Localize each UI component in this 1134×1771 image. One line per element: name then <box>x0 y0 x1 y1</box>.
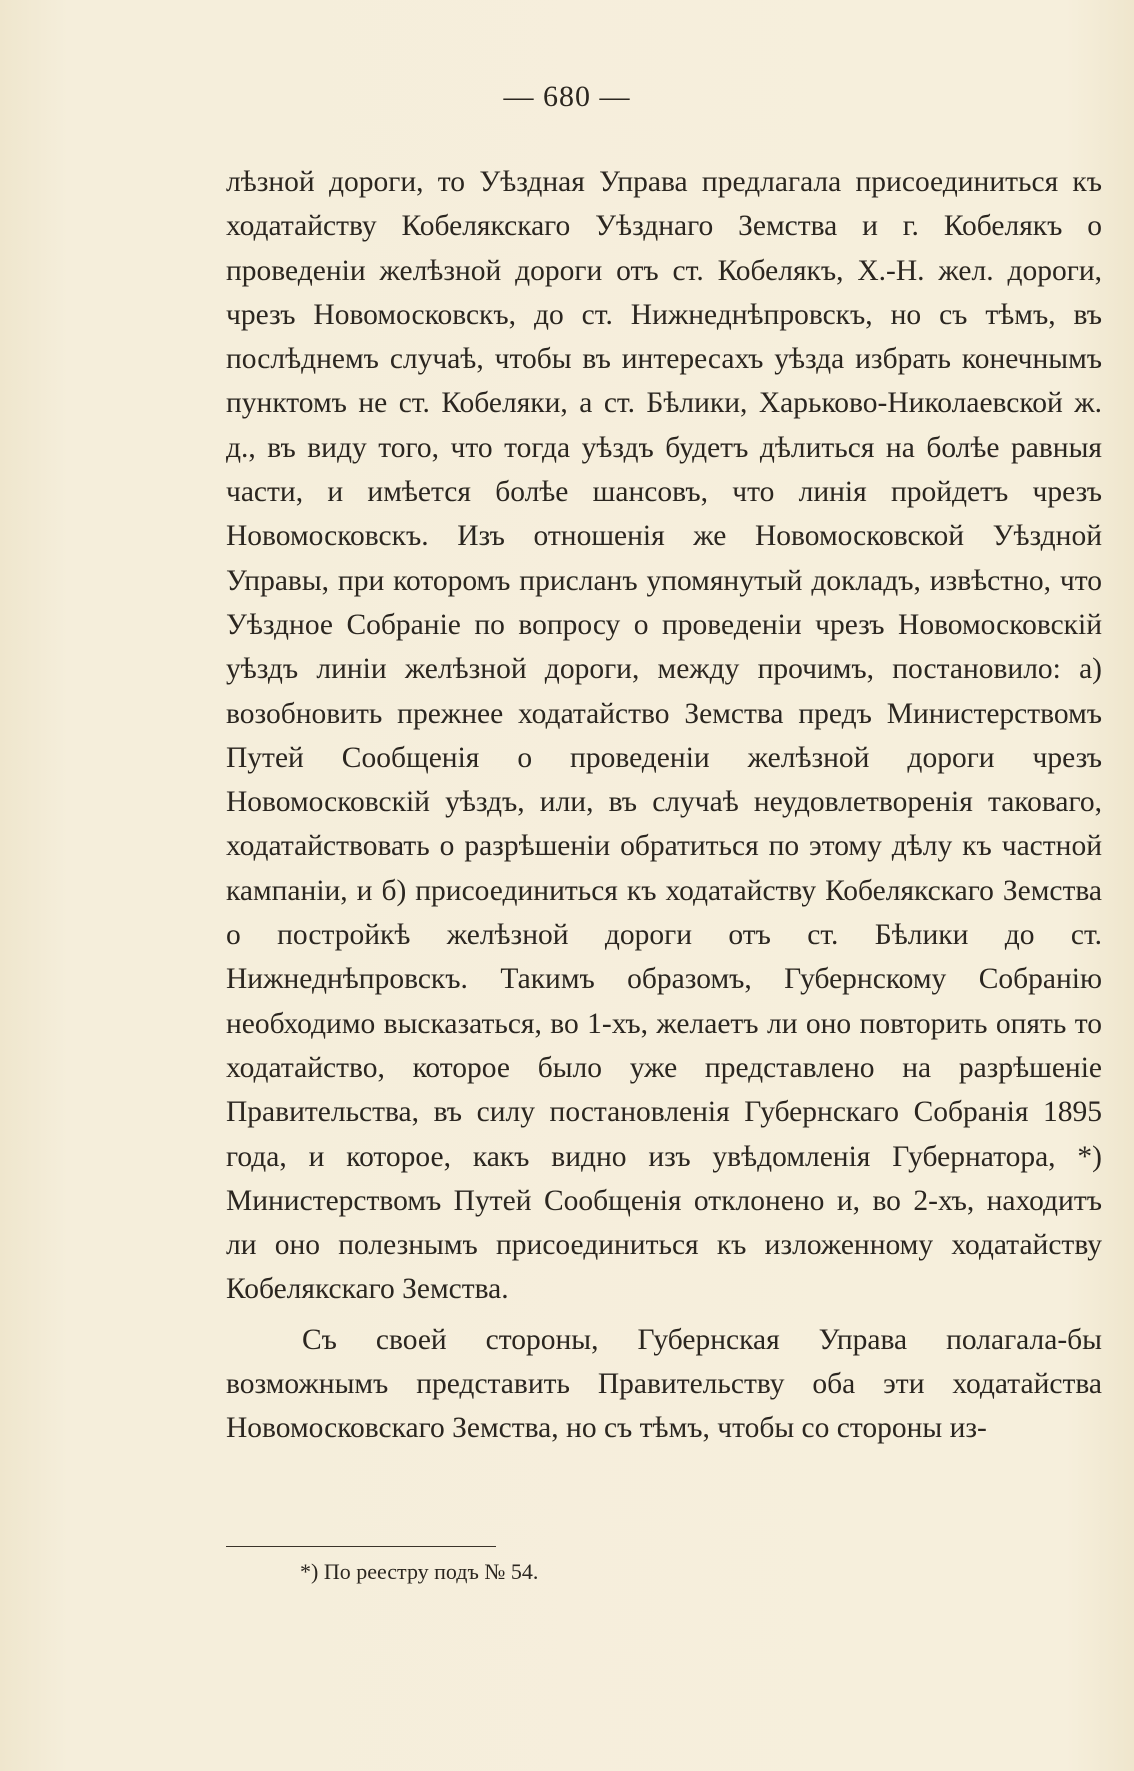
body-text <box>226 160 1102 1451</box>
paragraph-1: лѣзной дороги, то Уѣздная Управа предлагала присоединиться къ ходатайству Кобелякскаго Уѣзднаго Земства и г. Кобелякъ о проведенiи желѣзной дороги отъ ст. Кобелякъ, Х.-Н. жел. дороги, чрезъ Новомосковскъ, до ст. Нижнеднѣпровскъ, но съ тѣмъ, въ послѣднемъ случаѣ, чтобы въ интересахъ уѣзда избрать конечнымъ пунктомъ не ст. Кобеляки, а ст. Бѣлики, Харьково-Николаевской ж. д., въ виду того, что тогда уѣздъ будетъ дѣлиться на болѣе равныя части, и имѣется болѣе шансовъ, что линiя пройдетъ чрезъ Новомосковскъ. Изъ отношенiя же Новомосковской Уѣздной Управы, при которомъ присланъ упомянутый докладъ, извѣстно, что Уѣздное Собранiе по вопросу о проведенiи чрезъ Новомосковскiй уѣздъ линiи желѣзной дороги, между прочимъ, постановило: а) возобновить прежнее ходатайство Земства предъ Министерствомъ Путей Сообщенiя о проведенiи желѣзной дороги чрезъ Новомосковскiй уѣздъ, или, въ случаѣ неудовлетворенiя таковаго, ходатайствовать о разрѣшенiи обратиться по этому дѣлу къ частной кампанiи, и б) присоединиться къ ходатайству Кобелякскаго Земства о постройкѣ желѣзной дороги отъ ст. Бѣлики до ст. Нижнеднѣпровскъ. Такимъ образомъ, Губернскому Собранiю необходимо высказаться, во 1-хъ, желаетъ ли оно повторить опять то ходатайство, которое было уже представлено на разрѣшенiе Правительства, въ силу постановленiя Губернскаго Собранiя 1895 года, и которое, какъ видно изъ увѣдомленiя Губернатора, *) Министерствомъ Путей Сообщенiя отклонено и, во 2-хъ, находитъ ли оно полезнымъ присоединиться къ изложенному ходатайству Кобелякскаго Земства. <box>226 166 1102 1306</box>
footnote: *) По реестру подъ № 54. <box>300 1559 539 1584</box>
footnote-divider <box>226 1546 496 1547</box>
paragraph-2: Съ своей стороны, Губернская Управа полагала-бы возможнымъ представить Правительству оба эти ходатайства Новомосковскаго Земства, но съ тѣмъ, чтобы со стороны из- <box>226 1323 1102 1445</box>
page-number: — 680 — <box>503 80 631 113</box>
